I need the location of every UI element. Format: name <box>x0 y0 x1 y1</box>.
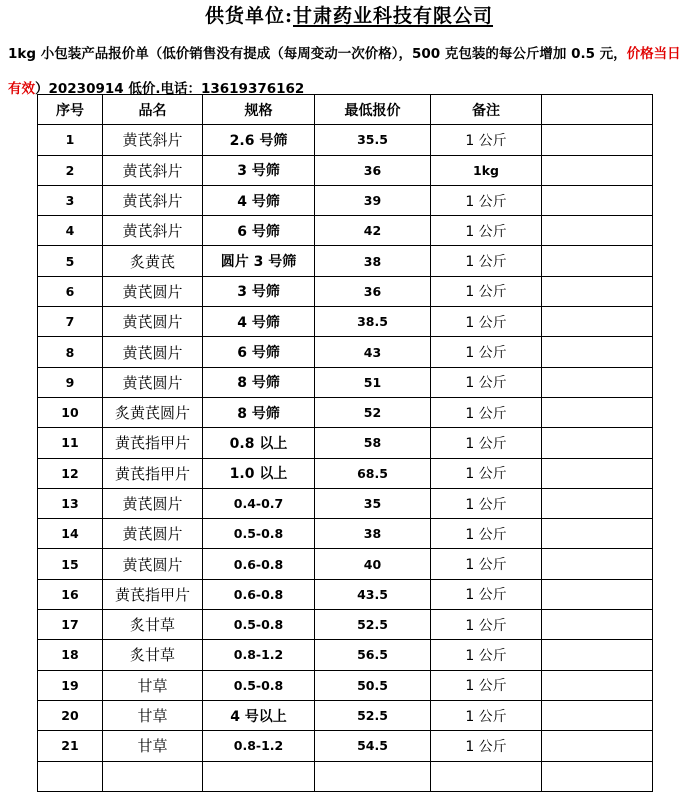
row-no-cell: 13 <box>38 488 103 518</box>
product-name-cell: 黄芪斜片 <box>103 216 203 246</box>
product-name-cell: 黄芪指甲片 <box>103 428 203 458</box>
price-cell: 39 <box>315 185 431 215</box>
row-no-cell: 6 <box>38 276 103 306</box>
note-cell <box>431 761 542 791</box>
empty-cell <box>542 216 653 246</box>
table-row <box>38 428 653 458</box>
spec-cell: 1.0 以上 <box>203 458 315 488</box>
product-name-cell: 黄芪圆片 <box>103 488 203 518</box>
product-name-cell: 炙黄芪圆片 <box>103 397 203 427</box>
note-cell: 1kg <box>431 155 542 185</box>
note-cell: 1 公斤 <box>431 579 542 609</box>
product-name-cell: 黄芪圆片 <box>103 549 203 579</box>
note-cell: 1 公斤 <box>431 549 542 579</box>
product-name-cell: 炙甘草 <box>103 610 203 640</box>
note-cell: 1 公斤 <box>431 125 542 155</box>
spec-cell: 0.5-0.8 <box>203 519 315 549</box>
empty-cell <box>542 367 653 397</box>
product-name-cell: 黄芪圆片 <box>103 337 203 367</box>
empty-cell <box>542 458 653 488</box>
table-row <box>38 700 653 730</box>
row-no-cell: 1 <box>38 125 103 155</box>
spec-cell: 4 号以上 <box>203 700 315 730</box>
note-cell: 1 公斤 <box>431 700 542 730</box>
price-cell: 52.5 <box>315 700 431 730</box>
empty-cell <box>542 549 653 579</box>
col-header-spec: 规格 <box>203 95 315 125</box>
price-cell: 43.5 <box>315 579 431 609</box>
intro-text-part2: ）20230914 低价.电话：13619376162 <box>35 81 305 97</box>
empty-cell <box>542 246 653 276</box>
empty-cell <box>542 488 653 518</box>
table-row <box>38 337 653 367</box>
note-cell: 1 公斤 <box>431 488 542 518</box>
spec-cell: 0.5-0.8 <box>203 670 315 700</box>
spec-cell: 0.4-0.7 <box>203 488 315 518</box>
empty-cell <box>542 579 653 609</box>
empty-cell <box>542 276 653 306</box>
price-cell: 54.5 <box>315 731 431 761</box>
intro-text-part1: 1kg 小包装产品报价单（低价销售没有提成（每周变动一次价格），500 克包装的每公斤增加 0.5 元， <box>8 46 627 62</box>
empty-cell <box>542 307 653 337</box>
spec-cell: 0.5-0.8 <box>203 610 315 640</box>
empty-cell <box>542 428 653 458</box>
spec-cell: 0.6-0.8 <box>203 549 315 579</box>
note-cell: 1 公斤 <box>431 731 542 761</box>
product-name-cell: 甘草 <box>103 670 203 700</box>
row-no-cell: 15 <box>38 549 103 579</box>
row-no-cell <box>38 761 103 791</box>
col-header-price: 最低报价 <box>315 95 431 125</box>
product-name-cell: 炙黄芪 <box>103 246 203 276</box>
row-no-cell: 10 <box>38 397 103 427</box>
empty-cell <box>542 125 653 155</box>
price-cell: 51 <box>315 367 431 397</box>
table-row <box>38 610 653 640</box>
table-row <box>38 185 653 215</box>
product-name-cell: 黄芪圆片 <box>103 367 203 397</box>
table-row <box>38 307 653 337</box>
price-cell: 36 <box>315 155 431 185</box>
price-cell: 50.5 <box>315 670 431 700</box>
table-row <box>38 246 653 276</box>
table-row <box>38 731 653 761</box>
spec-cell: 0.8-1.2 <box>203 731 315 761</box>
table-row <box>38 367 653 397</box>
row-no-cell: 20 <box>38 700 103 730</box>
spec-cell: 3 号筛 <box>203 155 315 185</box>
product-name-cell: 炙甘草 <box>103 640 203 670</box>
note-cell: 1 公斤 <box>431 458 542 488</box>
note-cell: 1 公斤 <box>431 337 542 367</box>
note-cell: 1 公斤 <box>431 397 542 427</box>
empty-cell <box>542 761 653 791</box>
note-cell: 1 公斤 <box>431 640 542 670</box>
table-row <box>38 276 653 306</box>
price-cell: 36 <box>315 276 431 306</box>
product-name-cell: 黄芪斜片 <box>103 155 203 185</box>
table-row <box>38 761 653 791</box>
price-cell: 38 <box>315 246 431 276</box>
price-cell: 58 <box>315 428 431 458</box>
spec-cell: 8 号筛 <box>203 397 315 427</box>
row-no-cell: 11 <box>38 428 103 458</box>
product-name-cell: 黄芪斜片 <box>103 185 203 215</box>
product-name-cell <box>103 761 203 791</box>
spec-cell: 2.6 号筛 <box>203 125 315 155</box>
table-row <box>38 155 653 185</box>
row-no-cell: 8 <box>38 337 103 367</box>
price-cell: 42 <box>315 216 431 246</box>
price-cell: 38.5 <box>315 307 431 337</box>
empty-cell <box>542 155 653 185</box>
table-row <box>38 488 653 518</box>
row-no-cell: 17 <box>38 610 103 640</box>
table-row <box>38 549 653 579</box>
price-cell: 56.5 <box>315 640 431 670</box>
spec-cell: 0.8-1.2 <box>203 640 315 670</box>
table-row <box>38 216 653 246</box>
product-name-cell: 甘草 <box>103 700 203 730</box>
product-name-cell: 黄芪斜片 <box>103 125 203 155</box>
note-cell: 1 公斤 <box>431 428 542 458</box>
table-row <box>38 670 653 700</box>
note-cell: 1 公斤 <box>431 307 542 337</box>
table-row <box>38 458 653 488</box>
price-cell: 38 <box>315 519 431 549</box>
row-no-cell: 16 <box>38 579 103 609</box>
empty-cell <box>542 610 653 640</box>
price-cell: 43 <box>315 337 431 367</box>
col-header-no: 序号 <box>38 95 103 125</box>
note-cell: 1 公斤 <box>431 367 542 397</box>
row-no-cell: 7 <box>38 307 103 337</box>
spec-cell: 6 号筛 <box>203 337 315 367</box>
supplier-label: 供货单位: <box>204 5 293 27</box>
intro-text-red: 价格当日有效 <box>8 46 681 97</box>
empty-cell <box>542 700 653 730</box>
empty-cell <box>542 185 653 215</box>
row-no-cell: 9 <box>38 367 103 397</box>
note-cell: 1 公斤 <box>431 216 542 246</box>
spec-cell: 6 号筛 <box>203 216 315 246</box>
product-name-cell: 黄芪指甲片 <box>103 579 203 609</box>
product-name-cell: 甘草 <box>103 731 203 761</box>
price-cell: 52.5 <box>315 610 431 640</box>
spec-cell: 0.6-0.8 <box>203 579 315 609</box>
row-no-cell: 5 <box>38 246 103 276</box>
col-header-note: 备注 <box>431 95 542 125</box>
note-cell: 1 公斤 <box>431 246 542 276</box>
table-row <box>38 397 653 427</box>
price-cell <box>315 761 431 791</box>
empty-cell <box>542 519 653 549</box>
row-no-cell: 2 <box>38 155 103 185</box>
spec-cell: 3 号筛 <box>203 276 315 306</box>
note-cell: 1 公斤 <box>431 519 542 549</box>
table-row <box>38 640 653 670</box>
product-name-cell: 黄芪指甲片 <box>103 458 203 488</box>
note-cell: 1 公斤 <box>431 276 542 306</box>
note-cell: 1 公斤 <box>431 185 542 215</box>
supplier-name: 甘肃药业科技有限公司 <box>293 5 494 27</box>
empty-cell <box>542 731 653 761</box>
spec-cell: 圆片 3 号筛 <box>203 246 315 276</box>
note-cell: 1 公斤 <box>431 670 542 700</box>
empty-cell <box>542 640 653 670</box>
row-no-cell: 19 <box>38 670 103 700</box>
spec-cell: 8 号筛 <box>203 367 315 397</box>
table-header-row <box>38 95 653 125</box>
col-header-name: 品名 <box>103 95 203 125</box>
price-cell: 35 <box>315 488 431 518</box>
row-no-cell: 18 <box>38 640 103 670</box>
table-row <box>38 125 653 155</box>
product-name-cell: 黄芪圆片 <box>103 307 203 337</box>
empty-cell <box>542 670 653 700</box>
row-no-cell: 14 <box>38 519 103 549</box>
spec-cell: 4 号筛 <box>203 185 315 215</box>
price-cell: 35.5 <box>315 125 431 155</box>
price-cell: 68.5 <box>315 458 431 488</box>
note-cell: 1 公斤 <box>431 610 542 640</box>
price-cell: 52 <box>315 397 431 427</box>
row-no-cell: 12 <box>38 458 103 488</box>
document-title <box>0 3 698 29</box>
row-no-cell: 4 <box>38 216 103 246</box>
table-row <box>38 579 653 609</box>
row-no-cell: 3 <box>38 185 103 215</box>
spec-cell <box>203 761 315 791</box>
spec-cell: 4 号筛 <box>203 307 315 337</box>
price-cell: 40 <box>315 549 431 579</box>
product-name-cell: 黄芪圆片 <box>103 276 203 306</box>
col-header-extra <box>542 95 653 125</box>
empty-cell <box>542 337 653 367</box>
table-row <box>38 519 653 549</box>
empty-cell <box>542 397 653 427</box>
product-name-cell: 黄芪圆片 <box>103 519 203 549</box>
price-table <box>37 94 653 792</box>
spec-cell: 0.8 以上 <box>203 428 315 458</box>
row-no-cell: 21 <box>38 731 103 761</box>
